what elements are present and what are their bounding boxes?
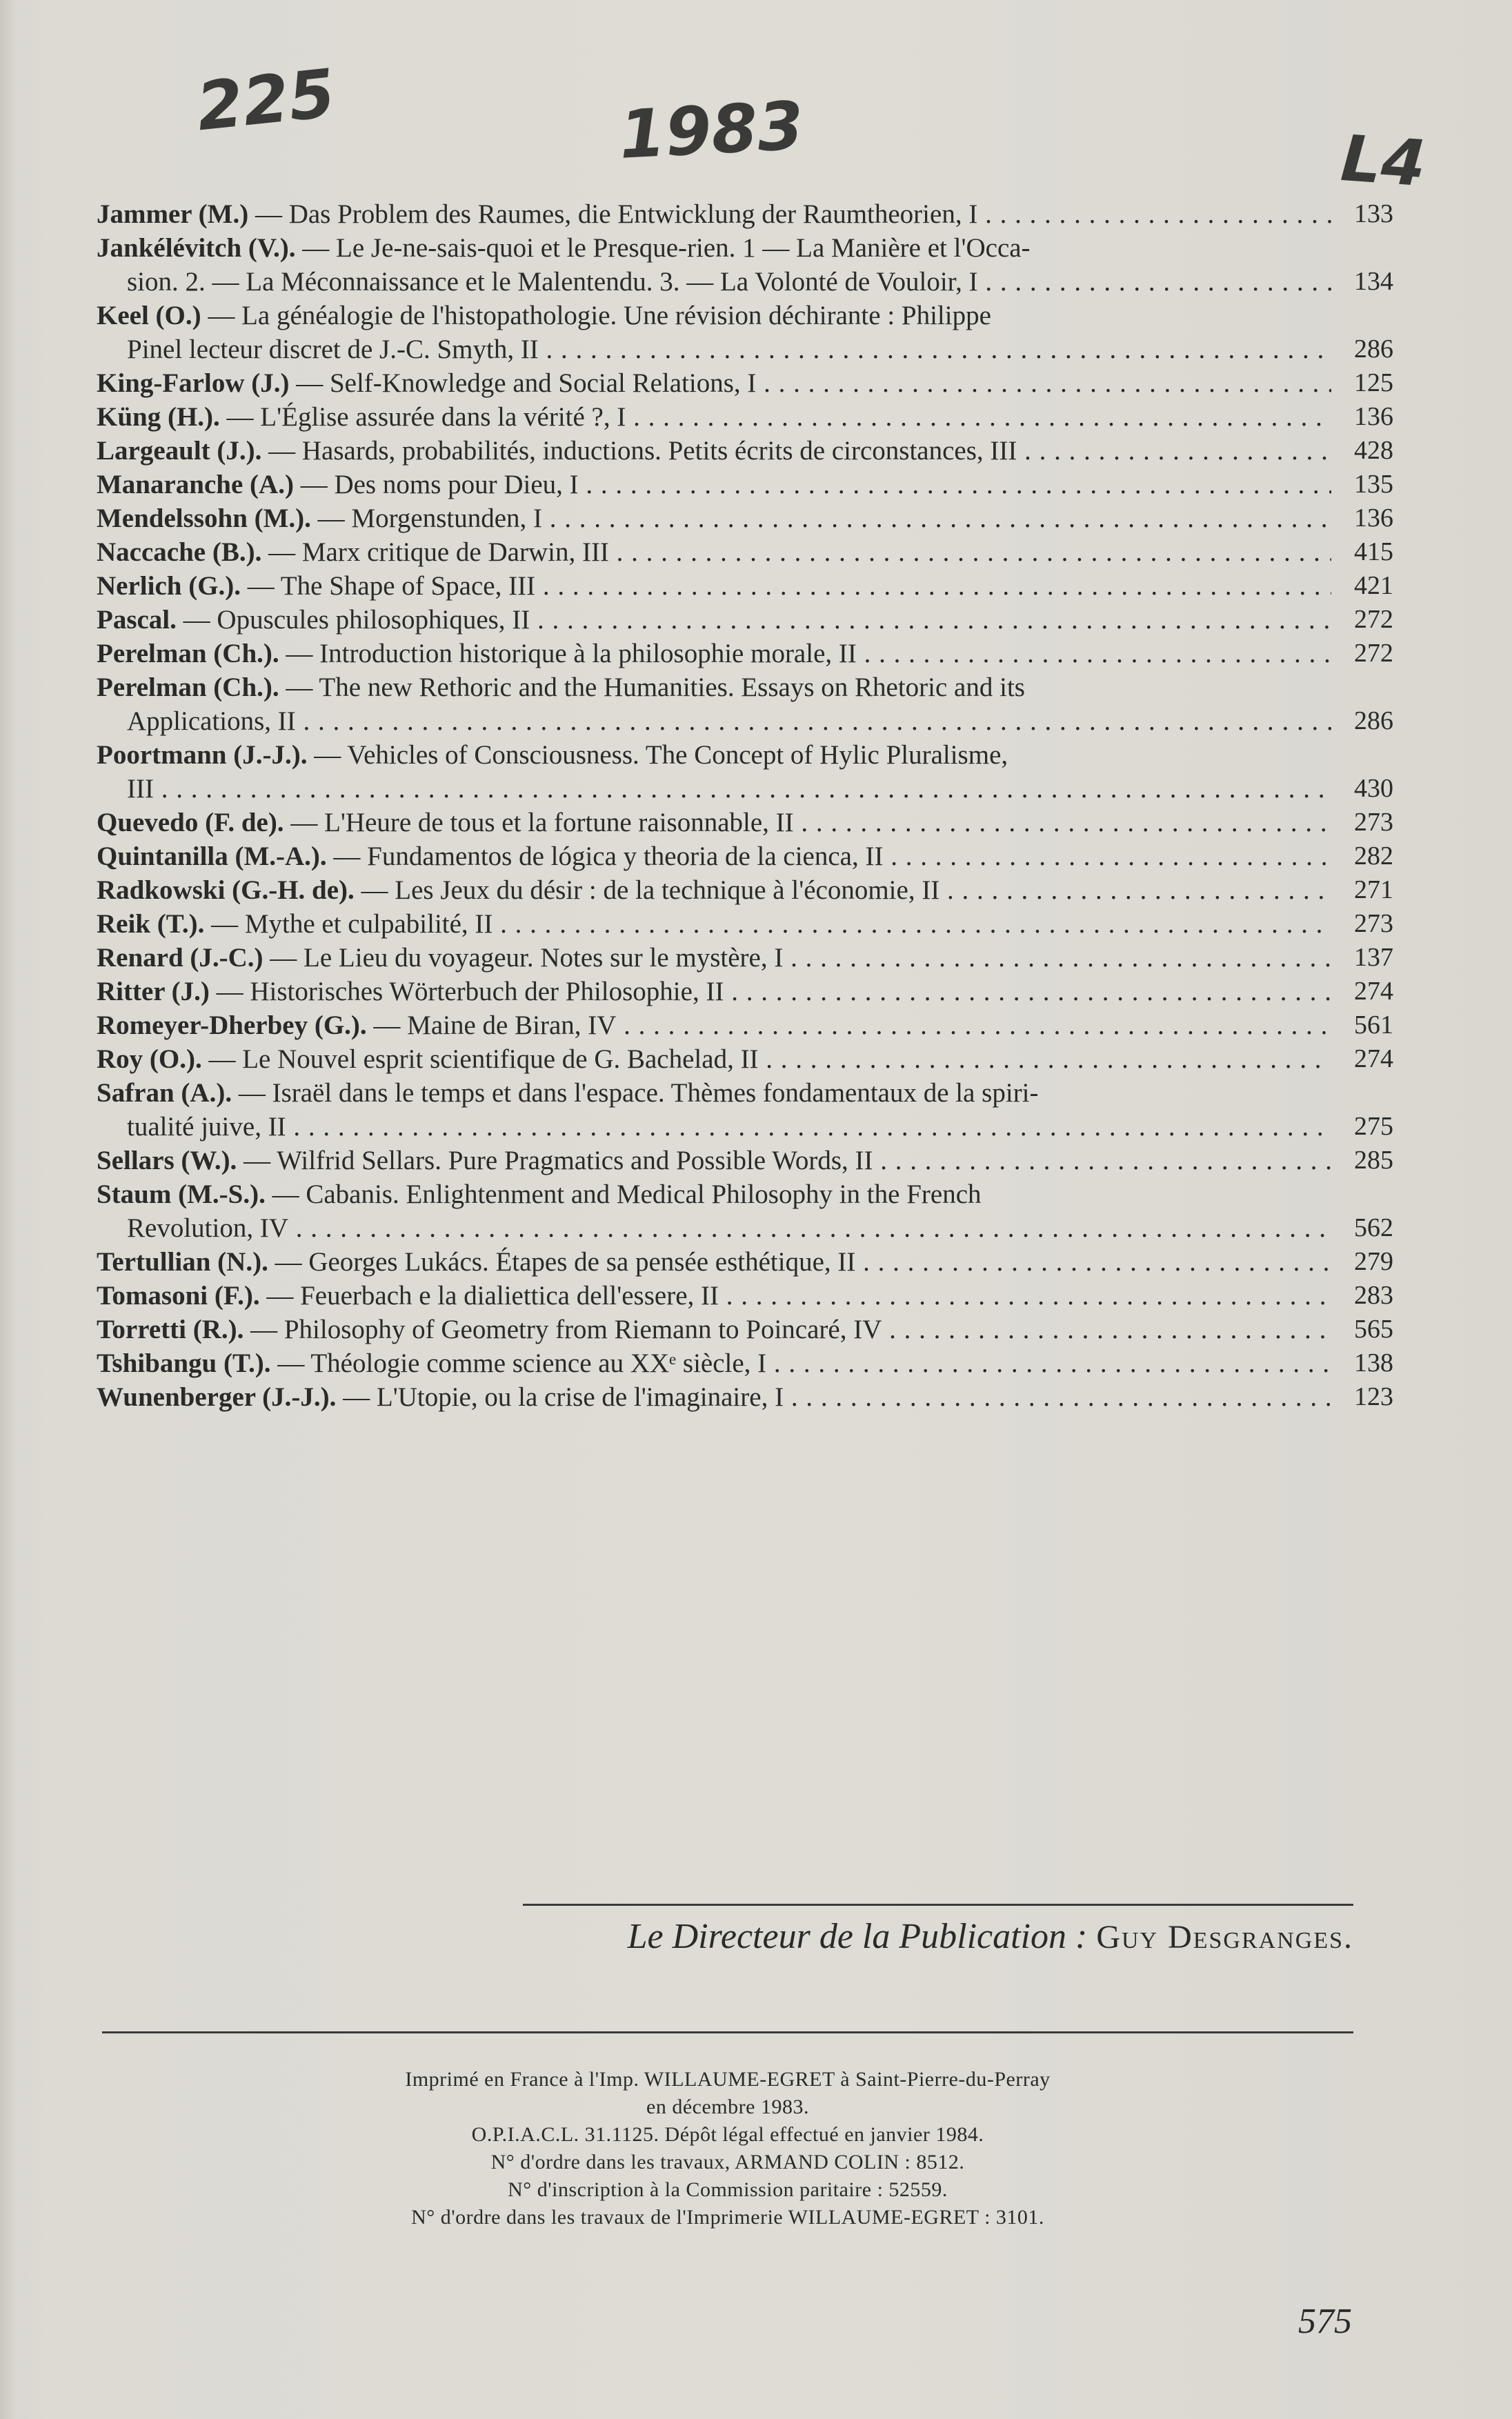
index-entry <box>97 501 1393 535</box>
entry-author: Nerlich (G.). <box>97 571 241 601</box>
entry-page-number: 283 <box>1354 1281 1393 1310</box>
index-entry <box>97 434 1393 468</box>
entry-title: — Marx critique de Darwin, III <box>261 537 609 567</box>
entry-author: Perelman (Ch.). <box>97 673 279 702</box>
index-entry <box>97 738 1393 806</box>
entry-author: Roy (O.). <box>97 1044 202 1074</box>
index-entry <box>97 197 1393 231</box>
entry-page-number: 430 <box>1354 774 1393 803</box>
entry-page-number: 274 <box>1354 1044 1393 1073</box>
entry-text <box>97 637 1331 670</box>
entry-text <box>97 366 1331 400</box>
entry-title-continuation: III <box>127 774 154 804</box>
entry-author: Manaranche (A.) <box>97 470 294 499</box>
entry-text <box>97 603 1331 637</box>
entry-text <box>97 839 1331 873</box>
printer-imprint <box>102 2066 1353 2231</box>
entry-title: — Le Lieu du voyageur. Notes sur le mystère, I <box>263 943 784 973</box>
entry-title: — Théologie comme science au XXᵉ siècle, I <box>270 1348 767 1378</box>
index-entry <box>97 975 1393 1008</box>
entry-page-number: 123 <box>1354 1382 1393 1411</box>
entry-title: — Philosophy of Geometry from Riemann to Poincaré, IV <box>243 1315 882 1344</box>
entry-text <box>97 1346 1331 1380</box>
entry-page-number: 134 <box>1354 267 1393 296</box>
entry-author: Radkowski (G.-H. de). <box>97 875 355 905</box>
entry-page-number: 286 <box>1354 335 1393 364</box>
entry-title: — L'Heure de tous et la fortune raisonnable, II <box>284 808 794 837</box>
imprint-line: en décembre 1983. <box>646 2096 809 2118</box>
imprint-line: O.P.I.A.C.L. 31.1125. Dépôt légal effectué en janvier 1984. <box>471 2123 984 2146</box>
entry-page-number: 136 <box>1354 402 1393 431</box>
imprint-divider <box>102 2031 1353 2033</box>
index-entry <box>97 1042 1393 1076</box>
index-entry <box>97 603 1393 637</box>
entry-page-number: 285 <box>1354 1146 1393 1175</box>
imprint-line: N° d'inscription à la Commission paritaire : 52559. <box>508 2178 948 2201</box>
entry-page-number: 136 <box>1354 504 1393 532</box>
entry-author: King-Farlow (J.) <box>97 368 290 398</box>
index-entry <box>97 1008 1393 1042</box>
entry-title-continuation: tualité juive, II <box>127 1112 286 1142</box>
index-entry <box>97 366 1393 400</box>
entry-title-continuation: Pinel lecteur discret de J.-C. Smyth, II <box>127 335 539 364</box>
index-entry <box>97 535 1393 569</box>
entry-author: Reik (T.). <box>97 909 205 939</box>
entry-title: — L'Église assurée dans la vérité ?, I <box>219 402 626 432</box>
index-list <box>97 197 1393 1414</box>
index-entry <box>97 569 1393 603</box>
entry-text <box>97 1380 1331 1414</box>
entry-author: Renard (J.-C.) <box>97 943 263 973</box>
entry-text <box>97 907 1331 941</box>
entry-title: — Hasards, probabilités, inductions. Petits écrits de circonstances, III <box>261 436 1017 466</box>
imprint-line: N° d'ordre dans les travaux, ARMAND COLIN : 8512. <box>490 2151 965 2173</box>
entry-page-number: 273 <box>1354 808 1393 837</box>
index-entry <box>97 806 1393 839</box>
index-entry <box>97 941 1393 975</box>
entry-page-number: 272 <box>1354 605 1393 634</box>
index-entry <box>97 231 1393 299</box>
index-entry <box>97 400 1393 434</box>
entry-page-number: 271 <box>1354 875 1393 904</box>
handwritten-note-year: 1983 <box>617 87 806 174</box>
index-entry <box>97 1346 1393 1380</box>
entry-text <box>97 1177 1331 1245</box>
handwritten-note-left: 225 <box>193 54 339 146</box>
entry-title: — Das Problem des Raumes, die Entwicklung der Raumtheorien, I <box>248 199 978 229</box>
entry-title: — Israël dans le temps et dans l'espace. Thèmes fondamentaux de la spiri- <box>232 1078 1039 1108</box>
entry-text <box>97 1076 1331 1144</box>
entry-page-number: 562 <box>1354 1213 1393 1242</box>
index-entry <box>97 839 1393 873</box>
page-number: 575 <box>1298 2302 1352 2341</box>
entry-author: Wunenberger (J.-J.). <box>97 1382 337 1412</box>
entry-author: Romeyer-Dherbey (G.). <box>97 1011 367 1040</box>
index-entry <box>97 1076 1393 1144</box>
entry-title: — Mythe et culpabilité, II <box>204 909 493 939</box>
entry-title: — Des noms pour Dieu, I <box>293 470 579 499</box>
entry-title: — La généalogie de l'histopathologie. Une révision déchirante : Philippe <box>201 301 991 330</box>
entry-text <box>97 873 1331 907</box>
entry-page-number: 565 <box>1354 1315 1393 1344</box>
entry-text <box>97 1144 1331 1177</box>
entry-author: Ritter (J.) <box>97 977 210 1006</box>
entry-text <box>97 1313 1331 1346</box>
entry-page-number: 286 <box>1354 706 1393 735</box>
entry-page-number: 125 <box>1354 368 1393 397</box>
entry-title: — Historisches Wörterbuch der Philosophie, II <box>209 977 724 1006</box>
entry-text <box>97 434 1331 468</box>
entry-title: — Self-Knowledge and Social Relations, I <box>289 368 757 398</box>
entry-author: Naccache (B.). <box>97 537 262 567</box>
index-entry <box>97 299 1393 366</box>
index-entry <box>97 1313 1393 1346</box>
entry-text <box>97 535 1331 569</box>
entry-author: Quevedo (F. de). <box>97 808 284 837</box>
entry-page-number: 428 <box>1354 436 1393 465</box>
entry-author: Küng (H.). <box>97 402 220 432</box>
entry-page-number: 282 <box>1354 842 1393 870</box>
index-entry <box>97 1177 1393 1245</box>
entry-author: Tertullian (N.). <box>97 1247 268 1277</box>
entry-author: Largeault (J.). <box>97 436 262 466</box>
entry-page-number: 421 <box>1354 571 1393 600</box>
entry-page-number: 272 <box>1354 639 1393 668</box>
entry-text <box>97 941 1331 975</box>
entry-text <box>97 400 1331 434</box>
entry-page-number: 275 <box>1354 1112 1393 1141</box>
entry-author: Poortmann (J.-J.). <box>97 740 308 770</box>
handwritten-note-right: L4 <box>1338 121 1429 201</box>
entry-title: — The Shape of Space, III <box>241 571 536 601</box>
index-entry <box>97 873 1393 907</box>
entry-title: — Feuerbach e la dialiettica dell'essere, II <box>259 1281 719 1311</box>
entry-author: Keel (O.) <box>97 301 201 330</box>
index-entry <box>97 1144 1393 1177</box>
entry-text <box>97 1279 1331 1313</box>
entry-title: — Opuscules philosophiques, II <box>176 605 530 635</box>
entry-author: Sellars (W.). <box>97 1146 237 1175</box>
entry-author: Quintanilla (M.-A.). <box>97 842 327 871</box>
entry-title: — Cabanis. Enlightenment and Medical Philosophy in the French <box>265 1179 982 1209</box>
entry-author: Tshibangu (T.). <box>97 1348 271 1378</box>
entry-author: Pascal. <box>97 605 177 635</box>
entry-author: Staum (M.-S.). <box>97 1179 266 1209</box>
entry-page-number: 561 <box>1354 1011 1393 1039</box>
publication-director <box>523 1916 1353 1957</box>
entry-title: — Morgenstunden, I <box>310 504 543 533</box>
entry-page-number: 135 <box>1354 470 1393 499</box>
entry-author: Tomasoni (F.). <box>97 1281 260 1311</box>
entry-text <box>97 806 1331 839</box>
entry-author: Jankélévitch (V.). <box>97 233 296 263</box>
entry-author: Jammer (M.) <box>97 199 249 229</box>
entry-page-number: 415 <box>1354 537 1393 566</box>
entry-author: Safran (A.). <box>97 1078 232 1108</box>
entry-text <box>97 1008 1331 1042</box>
index-entry <box>97 1245 1393 1279</box>
entry-title: — The new Rethoric and the Humanities. Essays on Rhetoric and its <box>279 673 1025 702</box>
entry-title: — Wilfrid Sellars. Pure Pragmatics and Possible Words, II <box>237 1146 873 1175</box>
index-entry <box>97 468 1393 501</box>
entry-title: — Le Nouvel esprit scientifique de G. Bachelad, II <box>201 1044 759 1074</box>
entry-author: Mendelssohn (M.). <box>97 504 311 533</box>
entry-title: — Maine de Biran, IV <box>366 1011 617 1040</box>
entry-text <box>97 975 1331 1008</box>
entry-text <box>97 468 1331 501</box>
director-divider <box>523 1904 1353 1906</box>
entry-page-number: 133 <box>1354 199 1393 228</box>
entry-title: — Georges Lukács. Étapes de sa pensée esthétique, II <box>268 1247 856 1277</box>
index-entry <box>97 1380 1393 1414</box>
index-entry <box>97 1279 1393 1313</box>
index-entry <box>97 637 1393 670</box>
entry-page-number: 274 <box>1354 977 1393 1006</box>
entry-title-continuation: sion. 2. — La Méconnaissance et le Malentendu. 3. — La Volonté de Vouloir, I <box>127 267 978 297</box>
entry-text <box>97 299 1331 366</box>
entry-page-number: 137 <box>1354 943 1393 972</box>
entry-title-continuation: Revolution, IV <box>127 1213 288 1243</box>
entry-text <box>97 231 1331 299</box>
entry-title-continuation: Applications, II <box>127 706 296 736</box>
imprint-line: N° d'ordre dans les travaux de l'Imprimerie WILLAUME-EGRET : 3101. <box>411 2206 1044 2229</box>
entry-text <box>97 738 1331 806</box>
index-entry <box>97 670 1393 738</box>
entry-page-number: 279 <box>1354 1247 1393 1276</box>
imprint-line: Imprimé en France à l'Imp. WILLAUME-EGRET à Saint-Pierre-du-Perray <box>405 2068 1051 2091</box>
index-entry <box>97 907 1393 941</box>
entry-text <box>97 197 1331 231</box>
entry-page-number: 273 <box>1354 909 1393 938</box>
entry-title: — L'Utopie, ou la crise de l'imaginaire, I <box>336 1382 784 1412</box>
entry-text <box>97 501 1331 535</box>
entry-author: Torretti (R.). <box>97 1315 244 1344</box>
entry-title: — Fundamentos de lógica y theoria de la cienca, II <box>326 842 884 871</box>
entry-text <box>97 569 1331 603</box>
entry-text <box>97 1245 1331 1279</box>
entry-text <box>97 670 1331 738</box>
entry-text <box>97 1042 1331 1076</box>
director-name: Guy Desgranges. <box>1096 1919 1353 1955</box>
entry-title: — Vehicles of Consciousness. The Concept of Hylic Pluralisme, <box>307 740 1008 770</box>
entry-author: Perelman (Ch.). <box>97 639 279 668</box>
entry-title: — Introduction historique à la philosophie morale, II <box>279 639 857 668</box>
entry-page-number: 138 <box>1354 1348 1393 1377</box>
entry-title: — Les Jeux du désir : de la technique à l'économie, II <box>354 875 940 905</box>
director-label: Le Directeur de la Publication : <box>627 1917 1088 1956</box>
entry-title: — Le Je-ne-sais-quoi et le Presque-rien. 1 — La Manière et l'Occa- <box>295 233 1031 263</box>
